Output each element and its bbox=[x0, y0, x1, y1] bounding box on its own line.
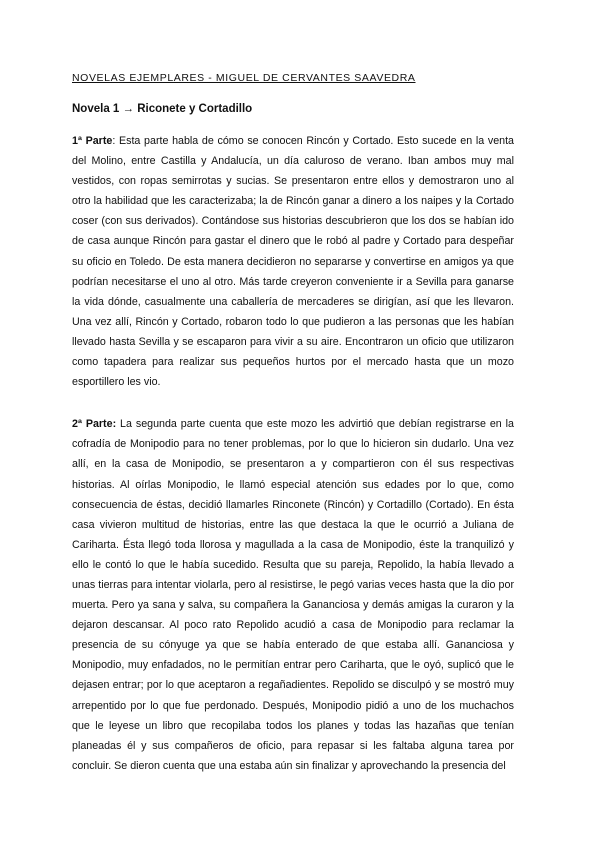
document-header: NOVELAS EJEMPLARES - MIGUEL DE CERVANTES SAAVEDRA bbox=[72, 72, 416, 84]
section-text: : Esta parte habla de cómo se conocen Rincón y Cortado. Esto sucede en la venta del Molino, entre Castilla y Andalucía, un día caluroso de verano. Iban ambos muy mal vestidos, con ropas semirrotas y sucias. Se presentaron entre ellos y demostraron uno al otro la habilidad que les caracterizaba; la de Rincón ganar a dinero a los naipes y la Cortado coser (con sus derivados). Contándose sus historias descubrieron que los dos se habían ido de casa aunque Rincón para gastar el dinero que le robó al padre y Cortado para despeñar su oficio en Toledo. De esta manera decidieron no separarse y convertirse en amigos ya que podrían necesitarse el uno al otro. Más tarde creyeron conveniente ir a Sevilla para ganarse la vida dónde, casualmente una caballería de mercaderes se dirigían, así que les llevaron. Una vez allí, Rincón y Cortado, robaron todo lo que pudieron a las personas que les habían llevado hasta Sevilla y se escaparon para vivir a su aire. Encontraron un oficio que utilizaron como tapadera para realizar sus pequeños hurtos por el mercado hasta que un mozo esportillero les vio. bbox=[72, 135, 514, 389]
section-part-1 bbox=[72, 131, 514, 392]
section-label: 2ª Parte: bbox=[72, 418, 117, 431]
section-text: La segunda parte cuenta que este mozo les advirtió que debían registrarse en la cofradía de Monipodio para no tener problemas, por lo que lo hicieron sin dudarlo. Una vez allí, en la casa de Monipodio, se presentaron a y compartieron con él sus respectivas historias. Al oírlas Monipodio, le llamó especial atención sus edades por lo que, como consecuencia de éstas, decidió llamarles Rinconete (Rincón) y Cortadillo (Cortado). En ésta casa vivieron multitud de historias, entre las que destaca la que le ocurrió a Juliana de Cariharta. Ésta llegó toda llorosa y magullada a la casa de Monipodio, éste la tranquilizó y ello le contó lo que le había sucedido. Resulta que su pareja, Repolido, la había llevado a unas tierras para intentar violarla, pero al resistirse, le pegó varias veces hasta que la dio por muerta. Pero ya sana y salva, su compañera la Gananciosa y demás amigas la curaron y la dejaron descansar. Al poco rato Repolido acudió a casa de Monipodio para reclamar la presencia de su cónyuge ya que se había enterado de que estaba allí. Gananciosa y Monipodio, muy enfadados, no le permitían entrar pero Cariharta, que le oyó, suplicó que le dejasen entrar; por lo que aceptaron a regañadientes. Repolido se disculpó y se mostró muy arrepentido por lo que fue perdonado. Después, Monipodio pidió a uno de los muchachos que le leyese un libro que recopilaba todos los planes y todas las hazañas que tenían planeadas él y sus compañeros de oficio, para repasar si les faltaba alguna tarea por concluir. Se dieron cuenta que una estaba aún sin finalizar y aprovechando la presencia del bbox=[72, 418, 514, 772]
novel-title: Novela 1 → Riconete y Cortadillo bbox=[72, 103, 253, 115]
section-label: 1ª Parte bbox=[72, 135, 113, 147]
section-part-2 bbox=[72, 414, 514, 776]
